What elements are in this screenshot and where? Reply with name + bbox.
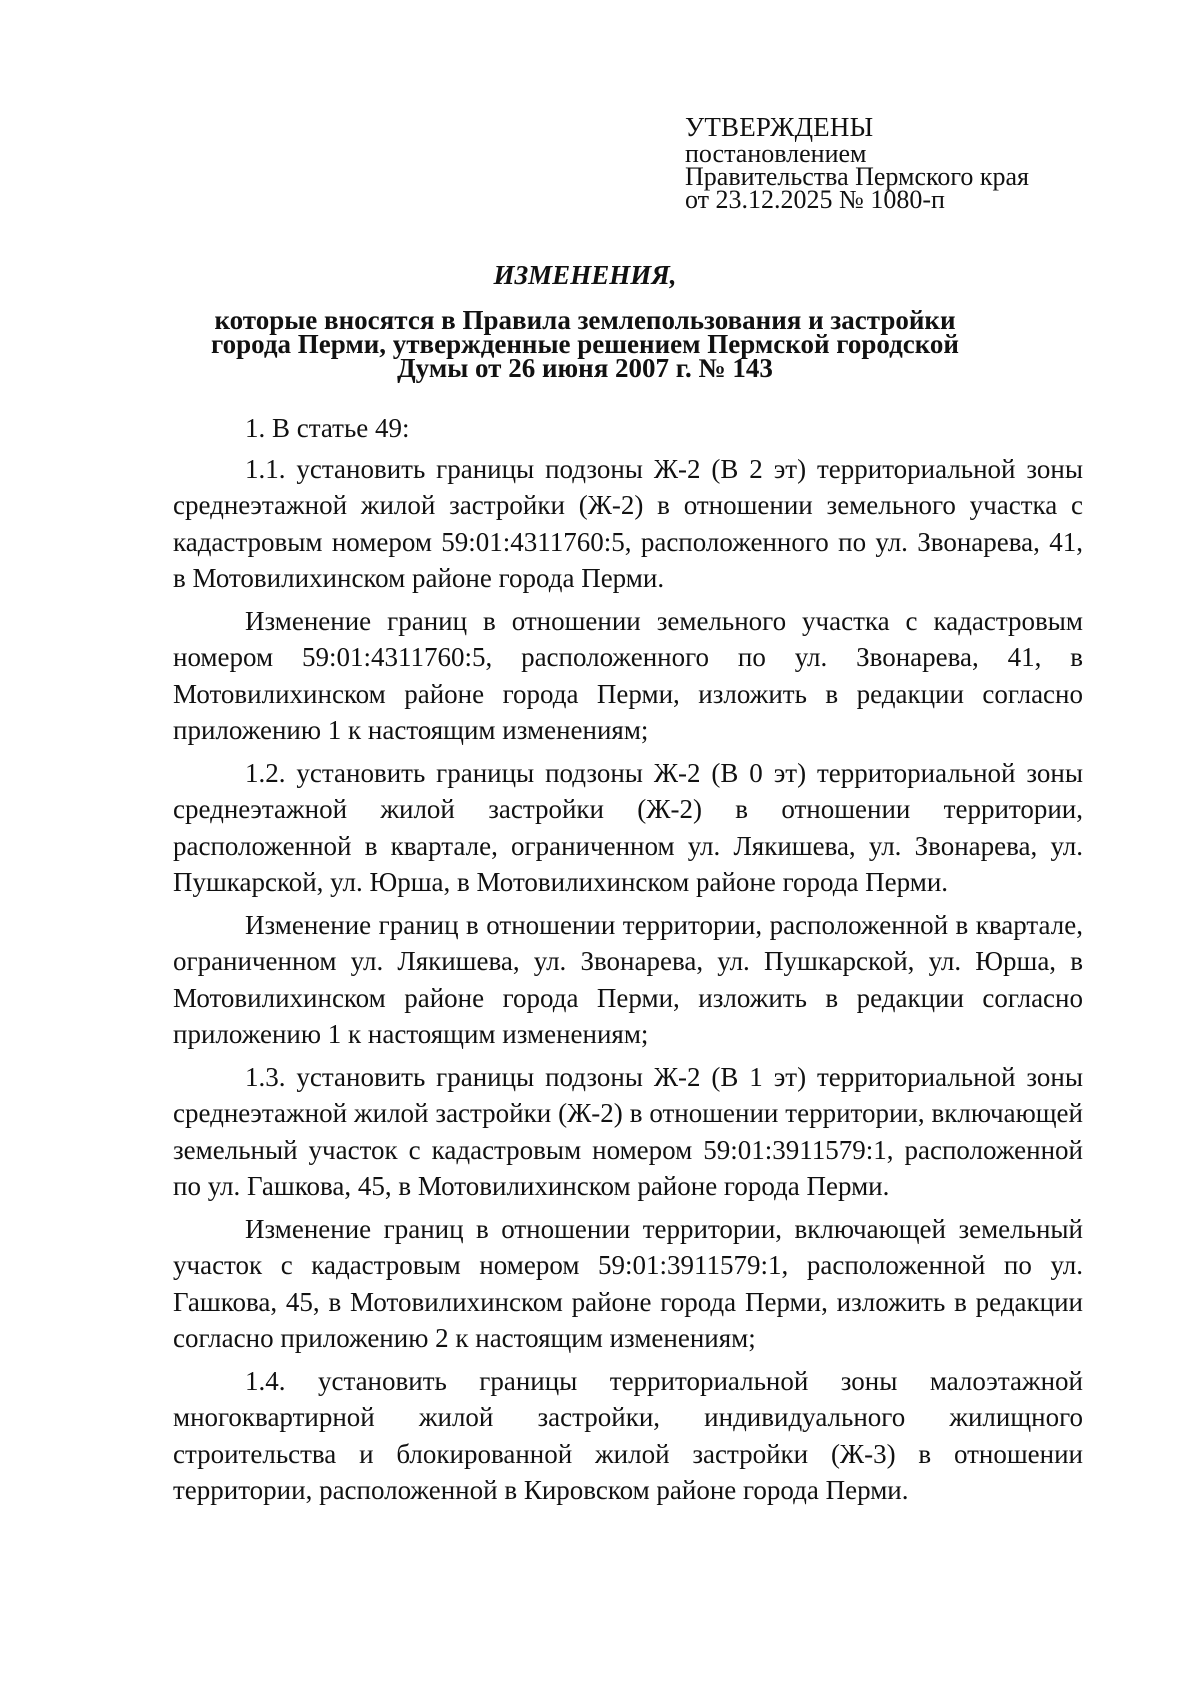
document-title-block — [150, 260, 1020, 383]
approval-stamp-block — [685, 112, 1105, 214]
approval-line-2: Правительства Пермского края — [685, 162, 1029, 191]
approval-heading: УТВЕРЖДЕНЫ — [685, 112, 874, 142]
paragraph-article-49: 1. В статье 49: — [245, 413, 410, 443]
paragraph-1-2: 1.2. установить границы подзоны Ж-2 (В 0 эт) территориальной зоны среднеэтажной жилой застройки (Ж-2) в отношении территории, расположенной в квартале, ограниченном ул. Лякишева, ул. Звонарева, ул. Пушкарской, ул. Юрша, в Мотовилихинском районе города Перми. — [173, 757, 1083, 897]
paragraph-1-3-change: Изменение границ в отношении территории, включающей земельный участок с кадастровым номером 59:01:3911579:1, расположенной по ул. Гашкова, 45, в Мотовилихинском районе города Перми, изложить в редакции согласно приложению 2 к настоящим изменениям; — [173, 1213, 1083, 1353]
paragraph-1-2-change: Изменение границ в отношении территории, расположенной в квартале, ограниченном ул. Лякишева, ул. Звонарева, ул. Пушкарской, ул. Юрша, в Мотовилихинском районе города Перми, изложить в редакции согласно приложению 1 к настоящим изменениям; — [173, 909, 1083, 1049]
subtitle-line-3: Думы от 26 июня 2007 г. № 143 — [397, 353, 773, 383]
subtitle-line-1: которые вносятся в Правила землепользования и застройки — [214, 305, 956, 335]
approval-line-3: от 23.12.2025 № 1080-п — [685, 185, 945, 214]
document-title: ИЗМЕНЕНИЯ, — [493, 260, 677, 290]
paragraph-1-1-change: Изменение границ в отношении земельного участка с кадастровым номером 59:01:4311760:5, расположенного по ул. Звонарева, 41, в Мотовилихинском районе города Перми, изложить в редакции согласно приложению 1 к настоящим изменениям; — [173, 605, 1083, 745]
document-subtitle — [150, 305, 1020, 383]
paragraph-1-3: 1.3. установить границы подзоны Ж-2 (В 1 эт) территориальной зоны среднеэтажной жилой застройки (Ж-2) в отношении территории, включающей земельный участок с кадастровым номером 59:01:3911579:1, расположенной по ул. Гашкова, 45, в Мотовилихинском районе города Перми. — [173, 1061, 1083, 1201]
paragraph-1-4: 1.4. установить границы территориальной зоны малоэтажной многоквартирной жилой застройки, индивидуального жилищного строительства и блокированной жилой застройки (Ж-3) в отношении территории, расположенной в Кировском районе города Перми. — [173, 1365, 1083, 1505]
subtitle-line-2: города Перми, утвержденные решением Пермской городской — [211, 329, 959, 359]
document-body — [173, 410, 1083, 1515]
approval-line-1: постановлением — [685, 139, 867, 168]
paragraph-1-1: 1.1. установить границы подзоны Ж-2 (В 2 эт) территориальной зоны среднеэтажной жилой застройки (Ж-2) в отношении земельного участка с кадастровым номером 59:01:4311760:5, расположенного по ул. Звонарева, 41, в Мотовилихинском районе города Перми. — [173, 453, 1083, 593]
